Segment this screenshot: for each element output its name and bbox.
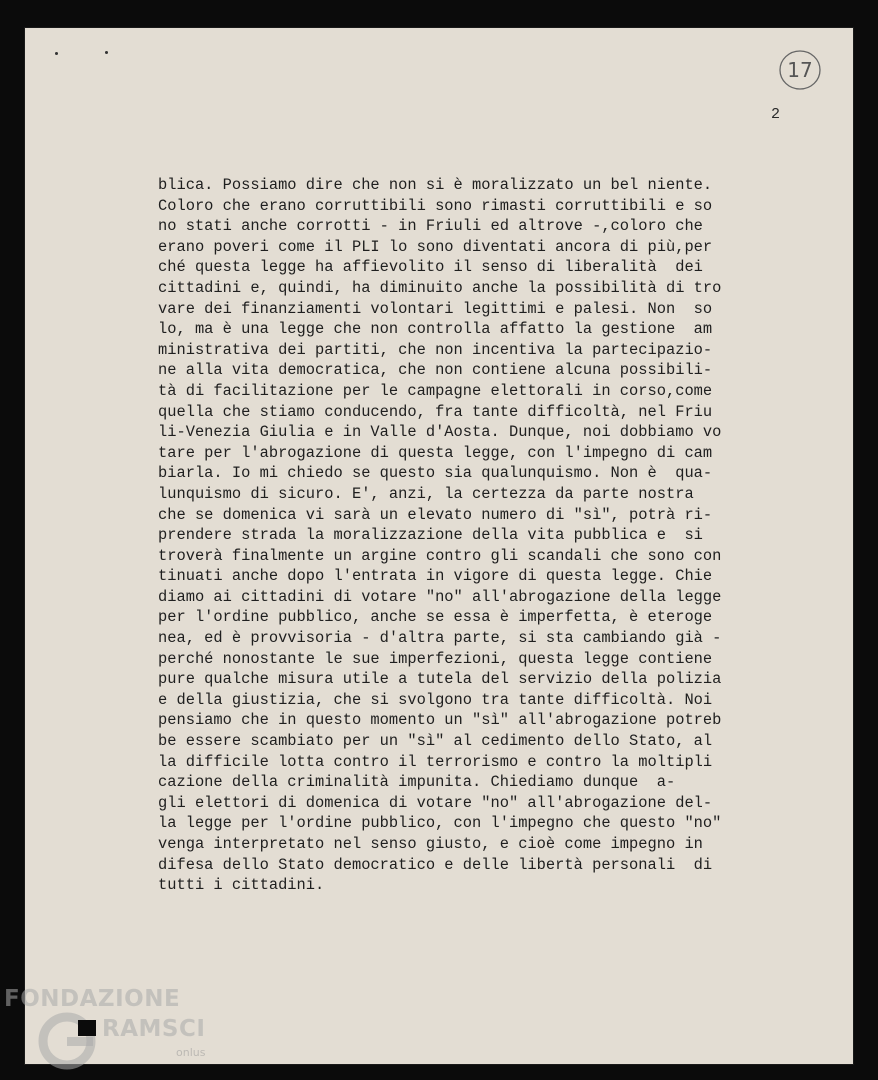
text-line: blica. Possiamo dire che non si è moralizzato un bel niente. [158,176,713,194]
watermark-line3: onlus [176,1046,206,1059]
text-line: quella che stiamo conducendo, fra tante difficoltà, nel Friu [158,402,713,421]
text-line: cazione della criminalità impunita. Chiediamo dunque a- [158,773,676,792]
watermark-line2: RAMSCI [102,1016,206,1042]
text-line: tare per l'abrogazione di questa legge, con l'impegno di cam [158,443,713,462]
scan-speck [105,51,108,54]
text-line: ministrativa dei partiti, che non incentiva la partecipazio- [158,340,713,359]
text-line: ché questa legge ha affievolito il senso di liberalità dei [158,258,703,277]
text-line: cittadini e, quindi, ha diminuito anche la possibilità di tro [158,278,722,297]
text-line: ne alla vita democratica, che non contiene alcuna possibili- [158,361,713,380]
text-line: gli elettori di domenica di votare "no" all'abrogazione del- [158,793,713,812]
text-line: tà di facilitazione per le campagne elettorali in corso,come [158,381,713,400]
scan-speck [55,52,58,55]
text-line: pensiamo che in questo momento un "sì" all'abrogazione potreb [158,711,722,730]
text-line: venga interpretato nel senso giusto, e cioè come impegno in [158,835,703,853]
text-line: biarla. Io mi chiedo se questo sia qualunquismo. Non è qua- [158,464,713,483]
text-line: vare dei finanziamenti volontari legittimi e palesi. Non so [158,299,713,318]
typewritten-body [158,175,798,896]
text-line: pure qualche misura utile a tutela del servizio della polizia [158,670,722,689]
text-line: tutti i cittadini. [158,876,325,895]
text-line: la legge per l'ordine pubblico, con l'impegno che questo "no" [158,814,722,833]
watermark-line1: FONDAZIONE [4,986,181,1012]
text-line: la difficile lotta contro il terrorismo e contro la moltipli [158,752,713,771]
text-line: difesa dello Stato democratico e delle libertà personali di [158,855,713,874]
text-line: Coloro che erano corruttibili sono rimasti corruttibili e so [158,196,713,215]
text-line: e della giustizia, che si svolgono tra tante difficoltà. Noi [158,690,713,709]
archive-number: 17 [787,58,813,82]
text-line: tinuati anche dopo l'entrata in vigore di questa legge. Chie [158,567,713,586]
text-line: be essere scambiato per un "sì" al cedimento dello Stato, al [158,732,713,751]
text-line: prendere strada la moralizzazione della vita pubblica e si [158,526,703,545]
text-line: che se domenica vi sarà un elevato numero di "sì", potrà ri- [158,505,713,524]
text-line: troverà finalmente un argine contro gli scandali che sono con [158,546,722,565]
text-line: diamo ai cittadini di votare "no" all'abrogazione della legge [158,587,722,606]
handwritten-circle-icon [778,48,822,92]
text-line: lunquismo di sicuro. E', anzi, la certezza da parte nostra [158,484,694,503]
page-number: 2 [771,106,781,123]
text-line: nea, ed è provvisoria - d'altra parte, si sta cambiando già - [158,629,722,648]
text-line: erano poveri come il PLI lo sono diventati ancora di più,per [158,237,713,256]
archive-number-stamp [778,48,822,92]
text-line: per l'ordine pubblico, anche se essa è imperfetta, è eteroge [158,608,713,627]
text-line: li-Venezia Giulia e in Valle d'Aosta. Dunque, noi dobbiamo vo [158,423,722,442]
document-page [25,28,853,1064]
text-line: perché nonostante le sue imperfezioni, questa legge contiene [158,649,713,668]
text-line: lo, ma è una legge che non controlla affatto la gestione am [158,320,713,339]
text-line: no stati anche corrotti - in Friuli ed altrove -,coloro che [158,217,703,236]
